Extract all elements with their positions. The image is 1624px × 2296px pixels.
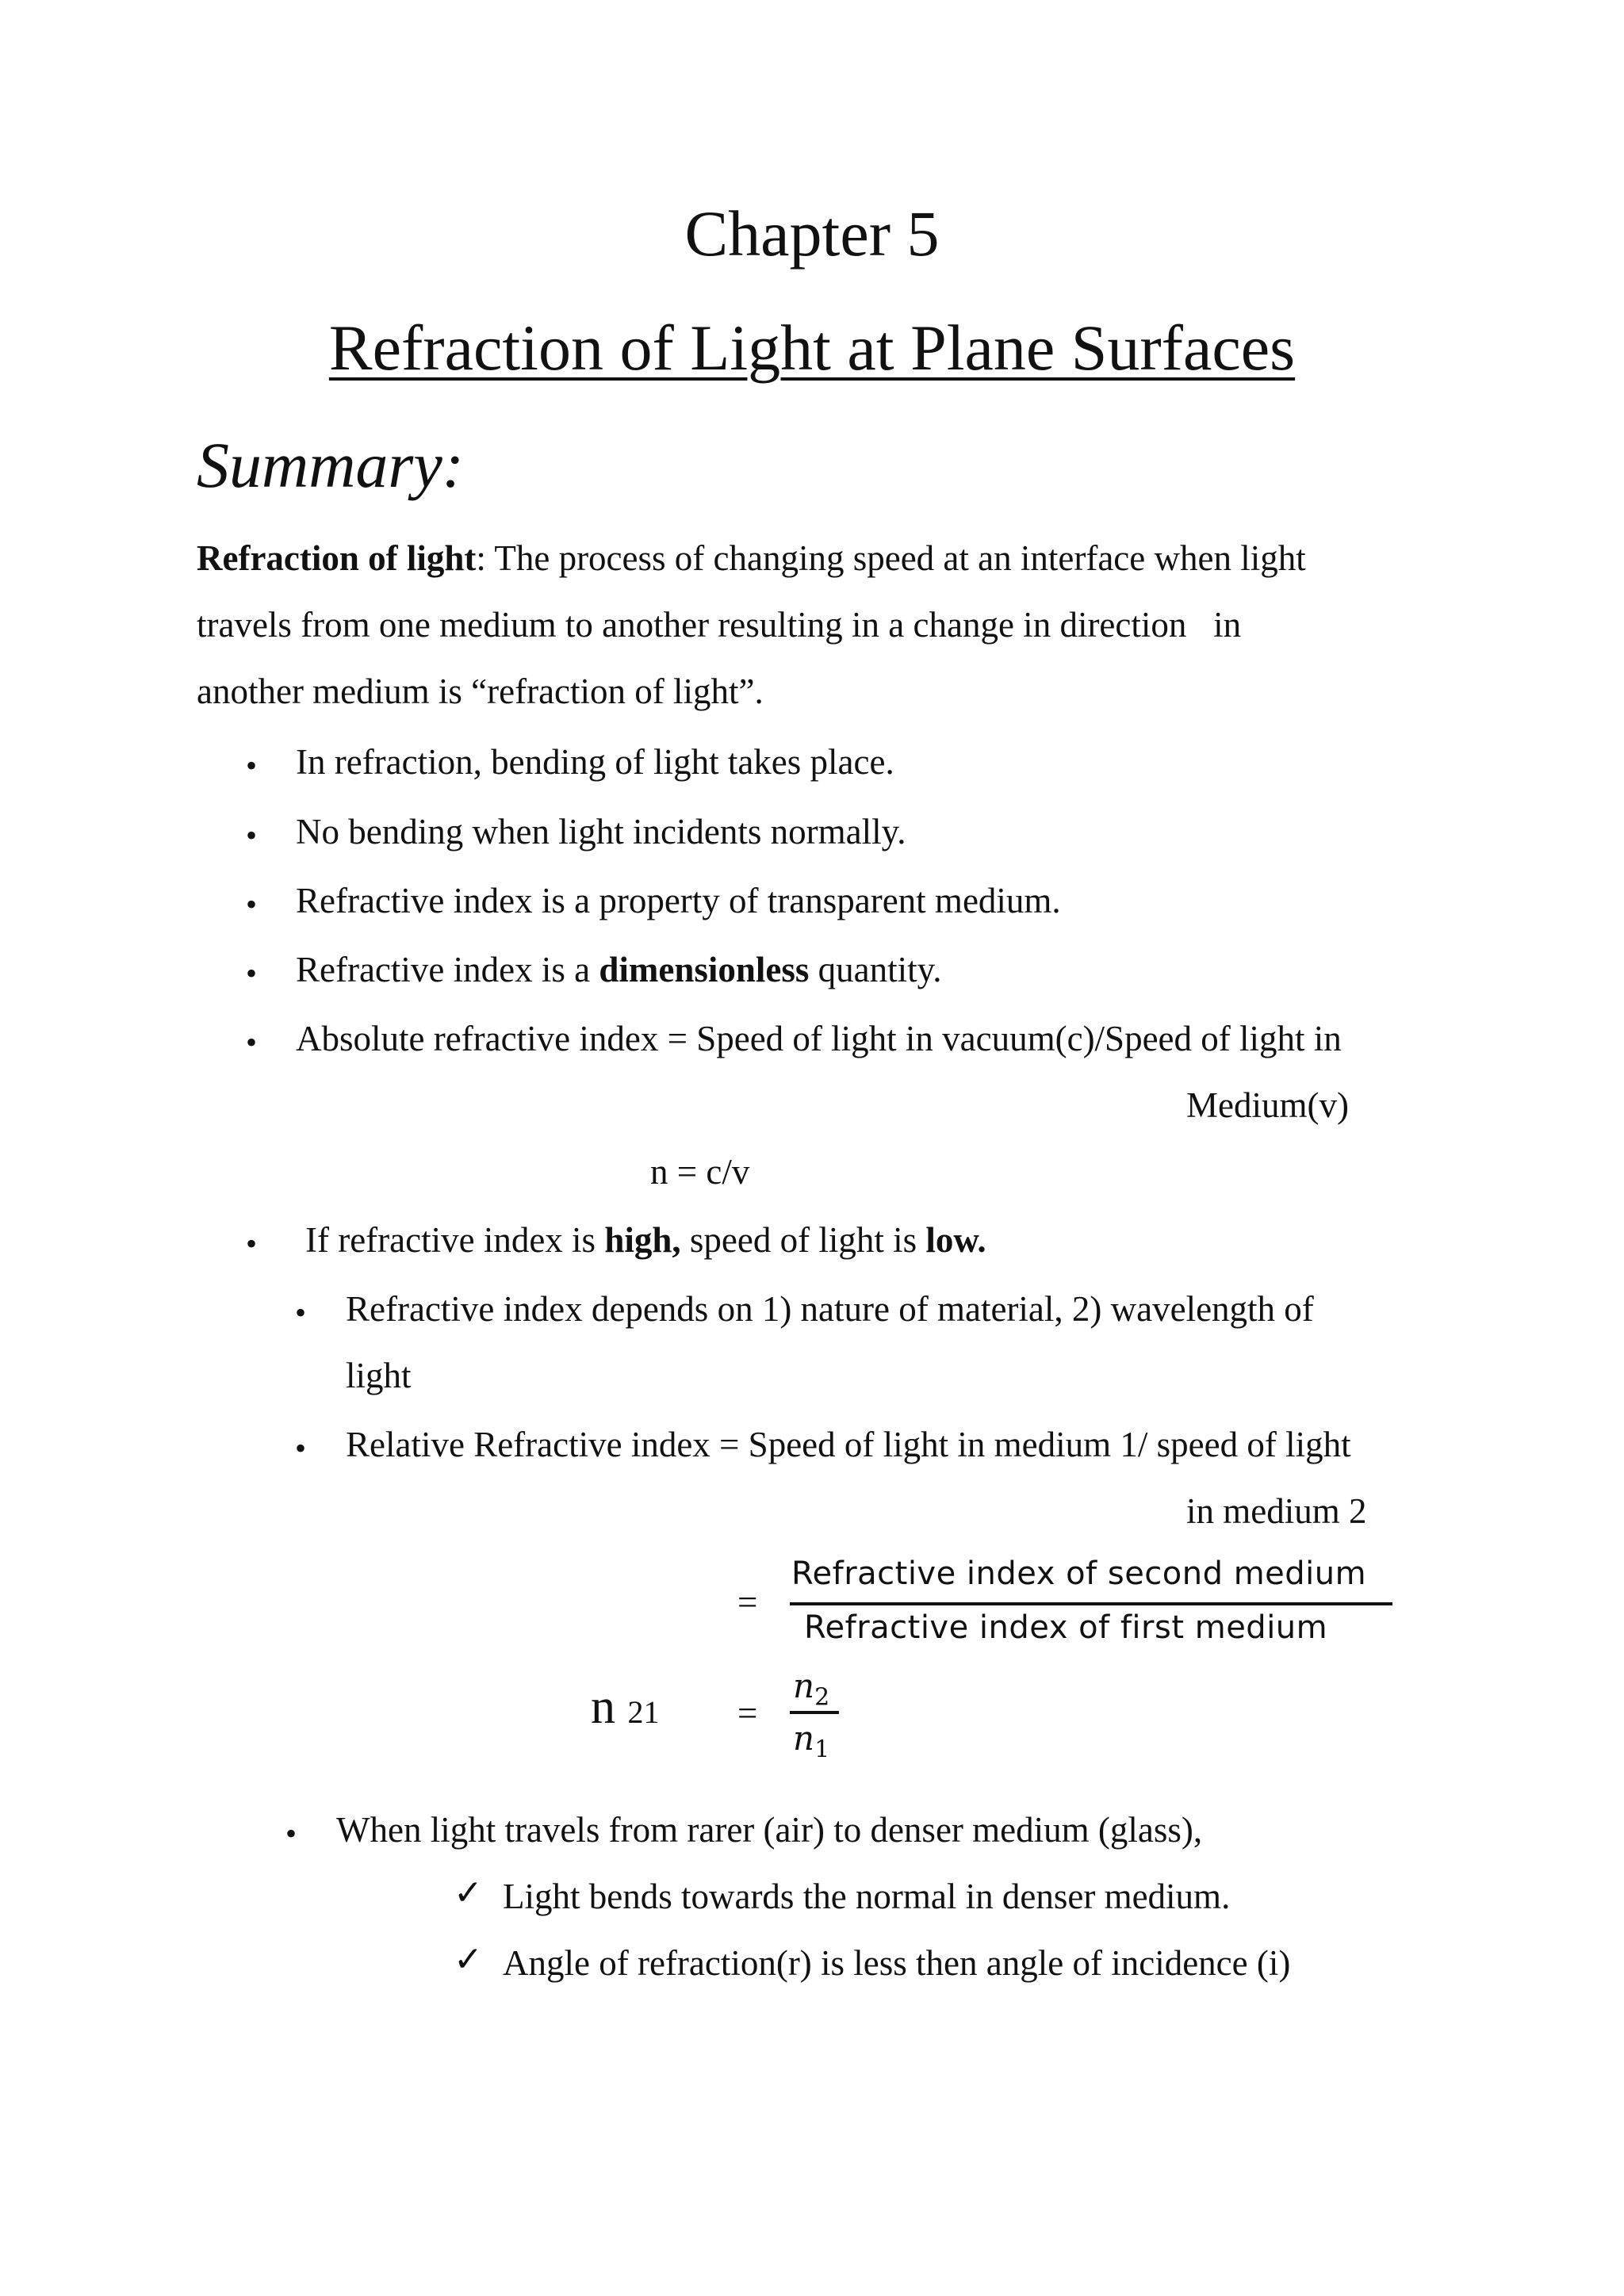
n1-var: n xyxy=(793,1719,815,1758)
chapter-heading: Chapter 5 xyxy=(684,197,940,270)
bullet-5-line-1: Absolute refractive index = Speed of light in vacuum(c)/Speed of light in xyxy=(296,1019,1342,1058)
n21-symbol xyxy=(591,1679,660,1735)
bullet-1: In refraction, bending of light takes place. xyxy=(296,742,894,782)
n-fraction-bar xyxy=(790,1711,839,1714)
check-icon: ✓ xyxy=(454,1873,483,1913)
bullet-4 xyxy=(296,949,941,990)
bullet-6-bold-high: high, xyxy=(604,1220,681,1260)
bullet-4-pre: Refractive index is a xyxy=(296,950,599,989)
bullet-icon: • xyxy=(285,1816,297,1851)
rarer-denser-intro: When light travels from rarer (air) to denser medium (glass), xyxy=(336,1810,1203,1850)
n1-denominator xyxy=(793,1719,829,1763)
bullet-5-line-2: Medium(v) xyxy=(1186,1085,1349,1125)
check-item-1: Light bends towards the normal in denser medium. xyxy=(503,1877,1231,1916)
n1-sub: 1 xyxy=(814,1735,830,1764)
bullet-6-bold-low: low. xyxy=(925,1220,986,1260)
bullet-7-line-1: Refractive index depends on 1) nature of material, 2) wavelength of xyxy=(346,1289,1314,1329)
bullet-8-line-1: Relative Refractive index = Speed of light in medium 1/ speed of light xyxy=(346,1425,1351,1464)
chapter-title-text: Refraction of Light at Plane Surfaces xyxy=(328,312,1296,384)
bullet-icon: • xyxy=(246,886,258,922)
bullet-7-line-2: light xyxy=(346,1356,412,1395)
bullet-icon: • xyxy=(295,1430,307,1466)
bullet-icon: • xyxy=(246,1024,258,1060)
bullet-icon: • xyxy=(246,817,258,853)
bullet-icon: • xyxy=(295,1295,307,1330)
fraction-denominator: Refractive index of first medium xyxy=(804,1609,1328,1646)
formula-n-equals-c-over-v: n = c/v xyxy=(650,1152,750,1192)
bullet-icon: • xyxy=(246,748,258,783)
n21-n: n xyxy=(591,1680,615,1734)
definition-line-3: another medium is “refraction of light”. xyxy=(197,672,764,711)
n2-var: n xyxy=(793,1667,815,1705)
bullet-6 xyxy=(305,1219,986,1261)
fraction-bar xyxy=(790,1602,1392,1605)
definition-line-2: travels from one medium to another resulting in a change in direction in xyxy=(197,605,1242,645)
check-icon: ✓ xyxy=(454,1939,483,1980)
bullet-6-mid: speed of light is xyxy=(680,1220,926,1260)
bullet-2: No bending when light incidents normally. xyxy=(296,812,906,851)
n21-subscript: 21 xyxy=(627,1694,660,1730)
bullet-3: Refractive index is a property of transparent medium. xyxy=(296,881,1061,920)
definition-term: Refraction of light xyxy=(197,538,477,578)
n2-sub: 2 xyxy=(814,1683,830,1712)
check-item-2: Angle of refraction(r) is less then angle of incidence (i) xyxy=(503,1943,1291,1983)
bullet-4-post: quantity. xyxy=(809,950,942,989)
equals-sign: = xyxy=(737,1582,758,1622)
equals-sign: = xyxy=(737,1693,758,1733)
summary-heading: Summary: xyxy=(197,429,465,501)
bullet-4-bold: dimensionless xyxy=(599,950,810,989)
bullet-6-pre: If refractive index is xyxy=(305,1220,605,1260)
definition-line-1 xyxy=(197,538,1306,579)
bullet-icon: • xyxy=(246,955,258,991)
chapter-title xyxy=(0,311,1624,385)
bullet-icon: • xyxy=(246,1226,258,1261)
definition-text-1: : The process of changing speed at an interface when light xyxy=(476,538,1306,578)
fraction-numerator: Refractive index of second medium xyxy=(791,1556,1367,1592)
n2-numerator xyxy=(793,1667,829,1711)
bullet-8-line-2: in medium 2 xyxy=(1186,1491,1367,1531)
